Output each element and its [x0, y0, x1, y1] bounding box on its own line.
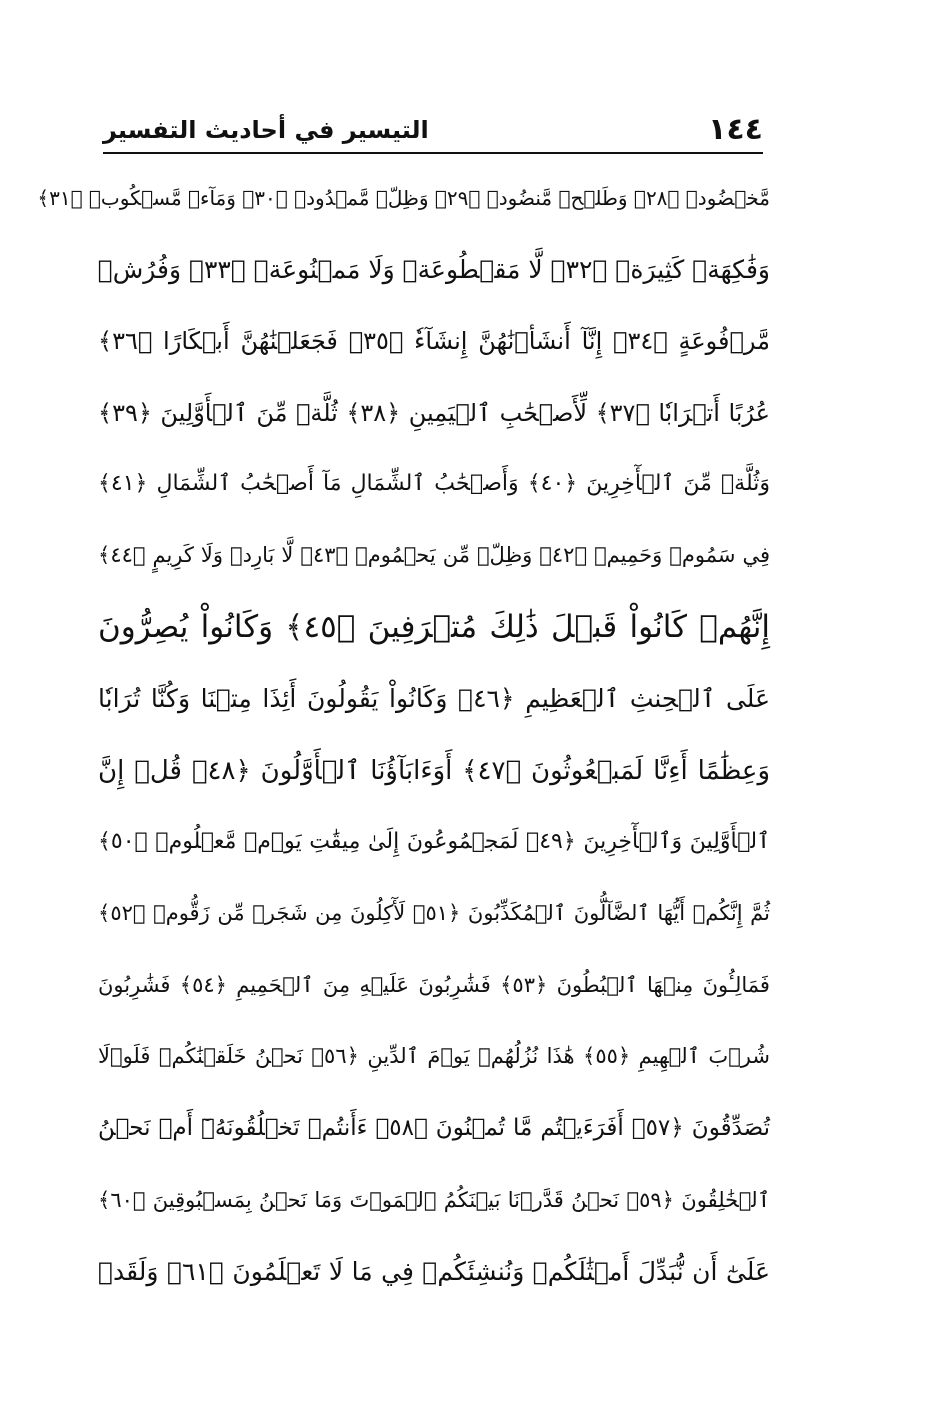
verse-line-text: عَلَىٰٓ أَن نُّبَدِّلَ أَمۡثَٰلَكُمۡ وَنُنشِئَكُمۡ فِي مَا لَا تَعۡلَمُونَ ﴿٦١﴾ وَلَقَدۡ: [98, 1257, 770, 1287]
verse-line: [98, 950, 770, 1022]
verse-line: [98, 377, 770, 449]
verse-line-text: عَلَى ٱلۡحِنثِ ٱلۡعَظِيمِ ﴿٤٦﴾ وَكَانُواْ يَقُولُونَ أَئِذَا مِتۡنَا وَكُنَّا تُرَابٗا: [98, 684, 770, 714]
verse-line-text: مَّرۡفُوعَةٍ ﴿٣٤﴾ إِنَّآ أَنشَأۡنَٰهُنَّ إِنشَآءٗ ﴿٣٥﴾ فَجَعَلۡنَٰهُنَّ أَبۡكَارًا ﴿٣٦﴾: [98, 326, 771, 355]
verse-line: [98, 1021, 770, 1093]
verse-line-text: ٱلۡخَٰلِقُونَ ﴿٥٩﴾ نَحۡنُ قَدَّرۡنَا بَيۡنَكُمُ ٱلۡمَوۡتَ وَمَا نَحۡنُ بِمَسۡبُوقِينَ ﴿٦٠﴾: [98, 1187, 771, 1212]
verse-line: [98, 878, 770, 950]
verse-line-text: ثُمَّ إِنَّكُمۡ أَيُّهَا ٱلضَّآلُّونَ ٱلۡمُكَذِّبُونَ ﴿٥١﴾ لَأٓكِلُونَ مِن شَجَرٖ مِّن زَقُّومٖ ﴿٥٢﴾: [98, 901, 770, 926]
verse-line: [98, 592, 770, 664]
verse-line-text: وَفَٰكِهَةٖ كَثِيرَةٖ ﴿٣٢﴾ لَّا مَقۡطُوعَةٖ وَلَا مَمۡنُوعَةٖ ﴿٣٣﴾ وَفُرُشٖ: [97, 254, 770, 284]
verse-line: [98, 448, 770, 520]
verse-line-text: شُرۡبَ ٱلۡهِيمِ ﴿٥٥﴾ هَٰذَا نُزُلُهُمۡ يَوۡمَ ٱلدِّينِ ﴿٥٦﴾ نَحۡنُ خَلَقۡنَٰكُمۡ فَلَوۡلَا: [98, 1044, 770, 1069]
verse-line: [98, 305, 770, 377]
verse-line-text: إِنَّهُمۡ كَانُواْ قَبۡلَ ذَٰلِكَ مُتۡرَفِينَ ﴿٤٥﴾ وَكَانُواْ يُصِرُّونَ: [98, 608, 771, 645]
verse-line: [98, 1236, 770, 1308]
verse-line: [98, 663, 770, 735]
verse-line: [98, 234, 770, 306]
verse-line-text: فِي سَمُومٖ وَحَمِيمٖ ﴿٤٢﴾ وَظِلّٖ مِّن يَحۡمُومٖ ﴿٤٣﴾ لَّا بَارِدٖ وَلَا كَرِيمٍ ﴿٤٤﴾: [98, 543, 770, 568]
verse-line: [37, 162, 770, 234]
verse-line: [98, 1164, 770, 1236]
page-number: ١٤٤: [708, 112, 763, 147]
book-title: التيسير في أحاديث التفسير: [103, 116, 429, 144]
header-divider: [103, 152, 763, 154]
verse-line-text: عُرُبًا أَتۡرَابٗا ﴿٣٧﴾ لِّأَصۡحَٰبِ ٱلۡيَمِينِ ﴿٣٨﴾ ثُلَّةٞ مِّنَ ٱلۡأَوَّلِينَ ﴿٣٩﴾: [98, 398, 770, 427]
verse-line-text: مَّخۡضُودٖ ﴿٢٨﴾ وَطَلۡحٖ مَّنضُودٖ ﴿٢٩﴾ وَظِلّٖ مَّمۡدُودٖ ﴿٣٠﴾ وَمَآءٖ مَّسۡكُوبٖ ﴿٣١﴾: [37, 185, 770, 210]
verse-line: [98, 520, 770, 592]
verse-line-text: تُصَدِّقُونَ ﴿٥٧﴾ أَفَرَءَيۡتُم مَّا تُمۡنُونَ ﴿٥٨﴾ ءَأَنتُمۡ تَخۡلُقُونَهُۥٓ أَمۡ نَحۡنُ: [98, 1115, 770, 1142]
verse-line-text: فَمَالِـُٔونَ مِنۡهَا ٱلۡبُطُونَ ﴿٥٣﴾ فَشَٰرِبُونَ عَلَيۡهِ مِنَ ٱلۡحَمِيمِ ﴿٥٤﴾ فَشَٰرِبُونَ: [98, 972, 770, 997]
verse-line-text: ٱلۡأَوَّلِينَ وَٱلۡأٓخِرِينَ ﴿٤٩﴾ لَمَجۡمُوعُونَ إِلَىٰ مِيقَٰتِ يَوۡمٖ مَّعۡلُومٖ ﴿٥٠﴾: [98, 829, 770, 855]
page-header: [103, 108, 763, 150]
quran-text-block: [37, 162, 771, 1308]
verse-line: [98, 1093, 770, 1165]
verse-line-text: وَعِظَٰمًا أَءِنَّا لَمَبۡعُوثُونَ ﴿٤٧﴾ أَوَءَابَآؤُنَا ٱلۡأَوَّلُونَ ﴿٤٨﴾ قُلۡ إِنَّ: [98, 755, 771, 786]
verse-line-text: وَثُلَّةٞ مِّنَ ٱلۡأٓخِرِينَ ﴿٤٠﴾ وَأَصۡحَٰبُ ٱلشِّمَالِ مَآ أَصۡحَٰبُ ٱلشِّمَالِ ﴿٤١﴾: [98, 471, 770, 497]
verse-line: [98, 735, 770, 807]
verse-line: [98, 806, 770, 878]
